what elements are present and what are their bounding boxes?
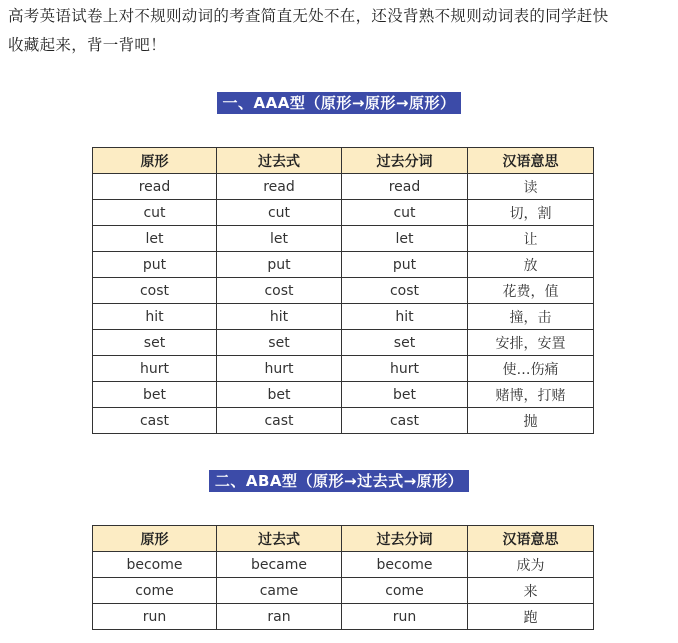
past-participle-cell: let bbox=[342, 226, 468, 252]
past-participle-cell: set bbox=[342, 330, 468, 356]
meaning-cell: 花费，值 bbox=[468, 278, 594, 304]
past-tense-cell: came bbox=[217, 578, 342, 604]
section-title-aba bbox=[0, 470, 678, 492]
base-form-cell: cut bbox=[93, 200, 217, 226]
past-participle-cell: cast bbox=[342, 408, 468, 434]
header-past-tense: 过去式 bbox=[217, 148, 342, 174]
meaning-cell: 切，割 bbox=[468, 200, 594, 226]
past-tense-cell: bet bbox=[217, 382, 342, 408]
header-base-form: 原形 bbox=[93, 148, 217, 174]
past-tense-cell: hit bbox=[217, 304, 342, 330]
table-row bbox=[93, 382, 594, 408]
intro-text bbox=[8, 2, 672, 60]
section-title-aaa bbox=[0, 92, 678, 114]
base-form-cell: cost bbox=[93, 278, 217, 304]
base-form-cell: become bbox=[93, 552, 217, 578]
past-participle-cell: become bbox=[342, 552, 468, 578]
meaning-cell: 放 bbox=[468, 252, 594, 278]
header-past-participle: 过去分词 bbox=[342, 148, 468, 174]
section-title-aba-label: 二、ABA型（原形→过去式→原形） bbox=[209, 470, 469, 492]
past-participle-cell: hurt bbox=[342, 356, 468, 382]
past-participle-cell: hit bbox=[342, 304, 468, 330]
meaning-cell: 安排，安置 bbox=[468, 330, 594, 356]
meaning-cell: 抛 bbox=[468, 408, 594, 434]
base-form-cell: hit bbox=[93, 304, 217, 330]
past-participle-cell: cut bbox=[342, 200, 468, 226]
base-form-cell: hurt bbox=[93, 356, 217, 382]
base-form-cell: set bbox=[93, 330, 217, 356]
meaning-cell: 让 bbox=[468, 226, 594, 252]
verb-table-aba bbox=[92, 525, 594, 630]
past-participle-cell: put bbox=[342, 252, 468, 278]
table-row bbox=[93, 278, 594, 304]
table-row bbox=[93, 604, 594, 630]
verb-table-aaa bbox=[92, 147, 594, 434]
table-row bbox=[93, 200, 594, 226]
meaning-cell: 成为 bbox=[468, 552, 594, 578]
table-header-row bbox=[93, 526, 594, 552]
base-form-cell: run bbox=[93, 604, 217, 630]
past-tense-cell: read bbox=[217, 174, 342, 200]
base-form-cell: cast bbox=[93, 408, 217, 434]
header-chinese-meaning: 汉语意思 bbox=[468, 148, 594, 174]
past-tense-cell: let bbox=[217, 226, 342, 252]
past-tense-cell: cut bbox=[217, 200, 342, 226]
base-form-cell: let bbox=[93, 226, 217, 252]
meaning-cell: 赌博，打赌 bbox=[468, 382, 594, 408]
table-row bbox=[93, 174, 594, 200]
table-row bbox=[93, 552, 594, 578]
base-form-cell: read bbox=[93, 174, 217, 200]
table-header-row bbox=[93, 148, 594, 174]
base-form-cell: put bbox=[93, 252, 217, 278]
table-row bbox=[93, 330, 594, 356]
table-row bbox=[93, 356, 594, 382]
base-form-cell: come bbox=[93, 578, 217, 604]
table-row bbox=[93, 578, 594, 604]
past-tense-cell: hurt bbox=[217, 356, 342, 382]
meaning-cell: 撞，击 bbox=[468, 304, 594, 330]
past-tense-cell: cast bbox=[217, 408, 342, 434]
base-form-cell: bet bbox=[93, 382, 217, 408]
meaning-cell: 读 bbox=[468, 174, 594, 200]
meaning-cell: 来 bbox=[468, 578, 594, 604]
past-participle-cell: come bbox=[342, 578, 468, 604]
past-participle-cell: run bbox=[342, 604, 468, 630]
table-row bbox=[93, 304, 594, 330]
header-chinese-meaning: 汉语意思 bbox=[468, 526, 594, 552]
past-tense-cell: became bbox=[217, 552, 342, 578]
meaning-cell: 使…伤痛 bbox=[468, 356, 594, 382]
table-row bbox=[93, 252, 594, 278]
past-tense-cell: ran bbox=[217, 604, 342, 630]
past-tense-cell: put bbox=[217, 252, 342, 278]
table-row bbox=[93, 408, 594, 434]
intro-line-2: 收藏起来，背一背吧！ bbox=[8, 36, 167, 54]
header-base-form: 原形 bbox=[93, 526, 217, 552]
past-participle-cell: read bbox=[342, 174, 468, 200]
header-past-tense: 过去式 bbox=[217, 526, 342, 552]
past-tense-cell: cost bbox=[217, 278, 342, 304]
past-participle-cell: bet bbox=[342, 382, 468, 408]
past-tense-cell: set bbox=[217, 330, 342, 356]
section-title-aaa-label: 一、AAA型（原形→原形→原形） bbox=[217, 92, 462, 114]
meaning-cell: 跑 bbox=[468, 604, 594, 630]
table-row bbox=[93, 226, 594, 252]
past-participle-cell: cost bbox=[342, 278, 468, 304]
intro-line-1: 高考英语试卷上对不规则动词的考查简直无处不在，还没背熟不规则动词表的同学赶快 bbox=[8, 7, 609, 25]
header-past-participle: 过去分词 bbox=[342, 526, 468, 552]
